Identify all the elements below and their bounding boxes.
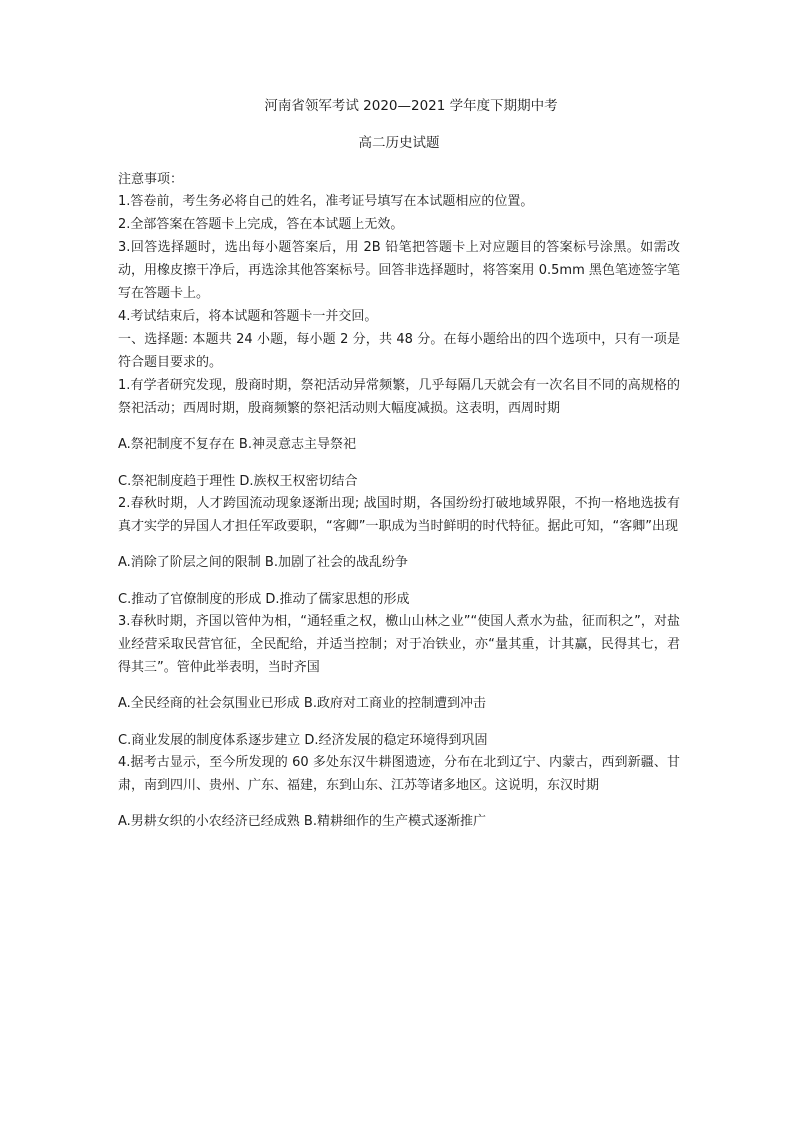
notice-label: 注意事项： xyxy=(118,172,184,187)
subject-title: 高二历史试题 xyxy=(358,135,440,151)
question-2-stem: 2.春秋时期，人才跨国流动现象逐渐出现; 战国时期，各国纷纷打破地域界限，不拘一格地选拔有真才实学的异国人才担任军政要职，“客卿”一职成为当时鲜明的时代特征。据此可知，“客卿”出现 xyxy=(118,496,680,534)
question-2-options-ab: A.消除了阶层之间的限制 B.加剧了社会的战乱纷争 xyxy=(118,555,408,570)
question-1-options-ab: A.祭祀制度不复存在 B.神灵意志主导祭祀 xyxy=(118,437,356,452)
notice-item-4: 4.考试结束后，将本试题和答题卡一并交回。 xyxy=(118,309,378,324)
exam-page xyxy=(118,96,680,832)
notice-item-1: 1.答卷前，考生务必将自己的姓名，准考证号填写在本试题相应的位置。 xyxy=(118,194,534,209)
question-1-stem: 1.有学者研究发现，殷商时期，祭祀活动异常频繁，几乎每隔几天就会有一次名目不同的高规格的祭祀活动；西周时期，殷商频繁的祭祀活动则大幅度减损。这表明，西周时期 xyxy=(118,378,680,416)
question-1-options-cd: C.祭祀制度趋于理性 D.族权王权密切结合 xyxy=(118,474,358,489)
notice-item-2: 2.全部答案在答题卡上完成，答在本试题上无效。 xyxy=(118,217,404,232)
section-heading: 一、选择题: 本题共 24 小题，每小题 2 分，共 48 分。在每小题给出的四个选项中，只有一项是符合题目要求的。 xyxy=(118,332,680,370)
question-4-options-ab: A.男耕女织的小农经济已经成熟 B.精耕细作的生产模式逐渐推广 xyxy=(118,814,486,829)
question-2-options-cd: C.推动了官僚制度的形成 D.推动了儒家思想的形成 xyxy=(118,592,410,607)
question-3-stem: 3.春秋时期，齐国以管仲为相，“通轻重之权，檄山山林之业”“使国人煮水为盐，征而积之”，对盐业经营采取民营官征，全民配给，并适当控制；对于冶铁业，亦“量其重，计其赢，民得其七，君得其三”。管仲此举表明，当时齐国 xyxy=(118,614,680,675)
question-4-stem: 4.据考古显示，至今所发现的 60 多处东汉牛耕图遗迹，分布在北到辽宁、内蒙古，西到新疆、甘肃，南到四川、贵州、广东、福建，东到山东、江苏等诸多地区。这说明，东汉时期 xyxy=(118,755,680,793)
question-3-options-cd: C.商业发展的制度体系逐步建立 D.经济发展的稳定环境得到巩固 xyxy=(118,733,488,748)
exam-title: 河南省领军考试 2020—2021 学年度下期期中考 xyxy=(264,98,558,114)
notice-item-3: 3.回答选择题时，选出每小题答案后，用 2B 铅笔把答题卡上对应题目的答案标号涂黑。如需改动，用橡皮擦干净后，再选涂其他答案标号。回答非选择题时，将答案用 0.5mm 黑色笔迹签字笔写在答题卡上。 xyxy=(118,240,680,301)
question-3-options-ab: A.全民经商的社会氛围业已形成 B.政府对工商业的控制遭到冲击 xyxy=(118,696,486,711)
